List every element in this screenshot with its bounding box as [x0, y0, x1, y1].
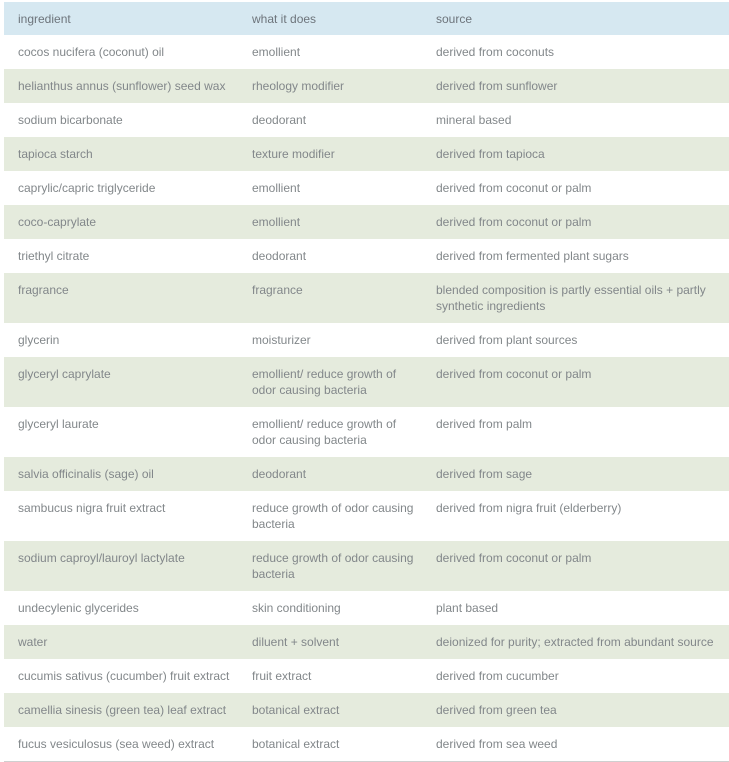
table-row [4, 659, 729, 693]
cell-what-it-does: deodorant [238, 239, 422, 273]
column-header-source: source [422, 2, 729, 35]
cell-what-it-does: diluent + solvent [238, 625, 422, 659]
cell-source: derived from sunflower [422, 69, 729, 103]
cell-source: derived from palm [422, 407, 729, 457]
cell-source: derived from coconut or palm [422, 171, 729, 205]
table-row [4, 357, 729, 407]
cell-what-it-does: skin conditioning [238, 591, 422, 625]
cell-ingredient: fucus vesiculosus (sea weed) extract [4, 727, 238, 762]
cell-source: deionized for purity; extracted from abundant source [422, 625, 729, 659]
cell-source: mineral based [422, 103, 729, 137]
table-row [4, 323, 729, 357]
cell-ingredient: cucumis sativus (cucumber) fruit extract [4, 659, 238, 693]
cell-source: derived from green tea [422, 693, 729, 727]
column-header-what-it-does: what it does [238, 2, 422, 35]
table-header [4, 2, 729, 35]
cell-ingredient: triethyl citrate [4, 239, 238, 273]
table-row [4, 69, 729, 103]
table-row [4, 35, 729, 69]
ingredients-table [4, 2, 729, 762]
cell-what-it-does: emollient [238, 35, 422, 69]
table-row [4, 591, 729, 625]
cell-ingredient: fragrance [4, 273, 238, 323]
cell-ingredient: undecylenic glycerides [4, 591, 238, 625]
table-row [4, 137, 729, 171]
cell-source: derived from coconuts [422, 35, 729, 69]
cell-what-it-does: moisturizer [238, 323, 422, 357]
cell-ingredient: cocos nucifera (coconut) oil [4, 35, 238, 69]
table-row [4, 541, 729, 591]
header-row [4, 2, 729, 35]
cell-source: plant based [422, 591, 729, 625]
table-row [4, 693, 729, 727]
table-row [4, 239, 729, 273]
cell-source: derived from coconut or palm [422, 357, 729, 407]
cell-what-it-does: fruit extract [238, 659, 422, 693]
table-row [4, 491, 729, 541]
cell-what-it-does: reduce growth of odor causing bacteria [238, 541, 422, 591]
cell-what-it-does: deodorant [238, 457, 422, 491]
cell-source: derived from sage [422, 457, 729, 491]
table-row [4, 457, 729, 491]
cell-ingredient: sambucus nigra fruit extract [4, 491, 238, 541]
cell-source: derived from plant sources [422, 323, 729, 357]
cell-ingredient: sodium caproyl/lauroyl lactylate [4, 541, 238, 591]
table-row [4, 407, 729, 457]
table-row [4, 205, 729, 239]
cell-what-it-does: emollient [238, 171, 422, 205]
table-row [4, 625, 729, 659]
table-row [4, 171, 729, 205]
cell-what-it-does: emollient/ reduce growth of odor causing bacteria [238, 407, 422, 457]
cell-what-it-does: texture modifier [238, 137, 422, 171]
cell-source: derived from nigra fruit (elderberry) [422, 491, 729, 541]
cell-what-it-does: botanical extract [238, 693, 422, 727]
cell-what-it-does: rheology modifier [238, 69, 422, 103]
table-row [4, 727, 729, 762]
cell-source: derived from tapioca [422, 137, 729, 171]
cell-ingredient: glyceryl laurate [4, 407, 238, 457]
cell-source: derived from cucumber [422, 659, 729, 693]
cell-what-it-does: fragrance [238, 273, 422, 323]
table-body [4, 35, 729, 762]
cell-source: blended composition is partly essential oils + partly synthetic ingredients [422, 273, 729, 323]
cell-source: derived from fermented plant sugars [422, 239, 729, 273]
cell-ingredient: coco-caprylate [4, 205, 238, 239]
cell-ingredient: caprylic/capric triglyceride [4, 171, 238, 205]
cell-ingredient: water [4, 625, 238, 659]
cell-ingredient: sodium bicarbonate [4, 103, 238, 137]
cell-ingredient: helianthus annus (sunflower) seed wax [4, 69, 238, 103]
column-header-ingredient: ingredient [4, 2, 238, 35]
table-row [4, 103, 729, 137]
cell-what-it-does: emollient [238, 205, 422, 239]
cell-ingredient: salvia officinalis (sage) oil [4, 457, 238, 491]
cell-source: derived from coconut or palm [422, 541, 729, 591]
cell-ingredient: tapioca starch [4, 137, 238, 171]
cell-what-it-does: reduce growth of odor causing bacteria [238, 491, 422, 541]
table-row [4, 273, 729, 323]
cell-what-it-does: emollient/ reduce growth of odor causing bacteria [238, 357, 422, 407]
cell-ingredient: camellia sinesis (green tea) leaf extract [4, 693, 238, 727]
cell-source: derived from coconut or palm [422, 205, 729, 239]
cell-what-it-does: botanical extract [238, 727, 422, 762]
cell-ingredient: glycerin [4, 323, 238, 357]
cell-what-it-does: deodorant [238, 103, 422, 137]
cell-ingredient: glyceryl caprylate [4, 357, 238, 407]
cell-source: derived from sea weed [422, 727, 729, 762]
